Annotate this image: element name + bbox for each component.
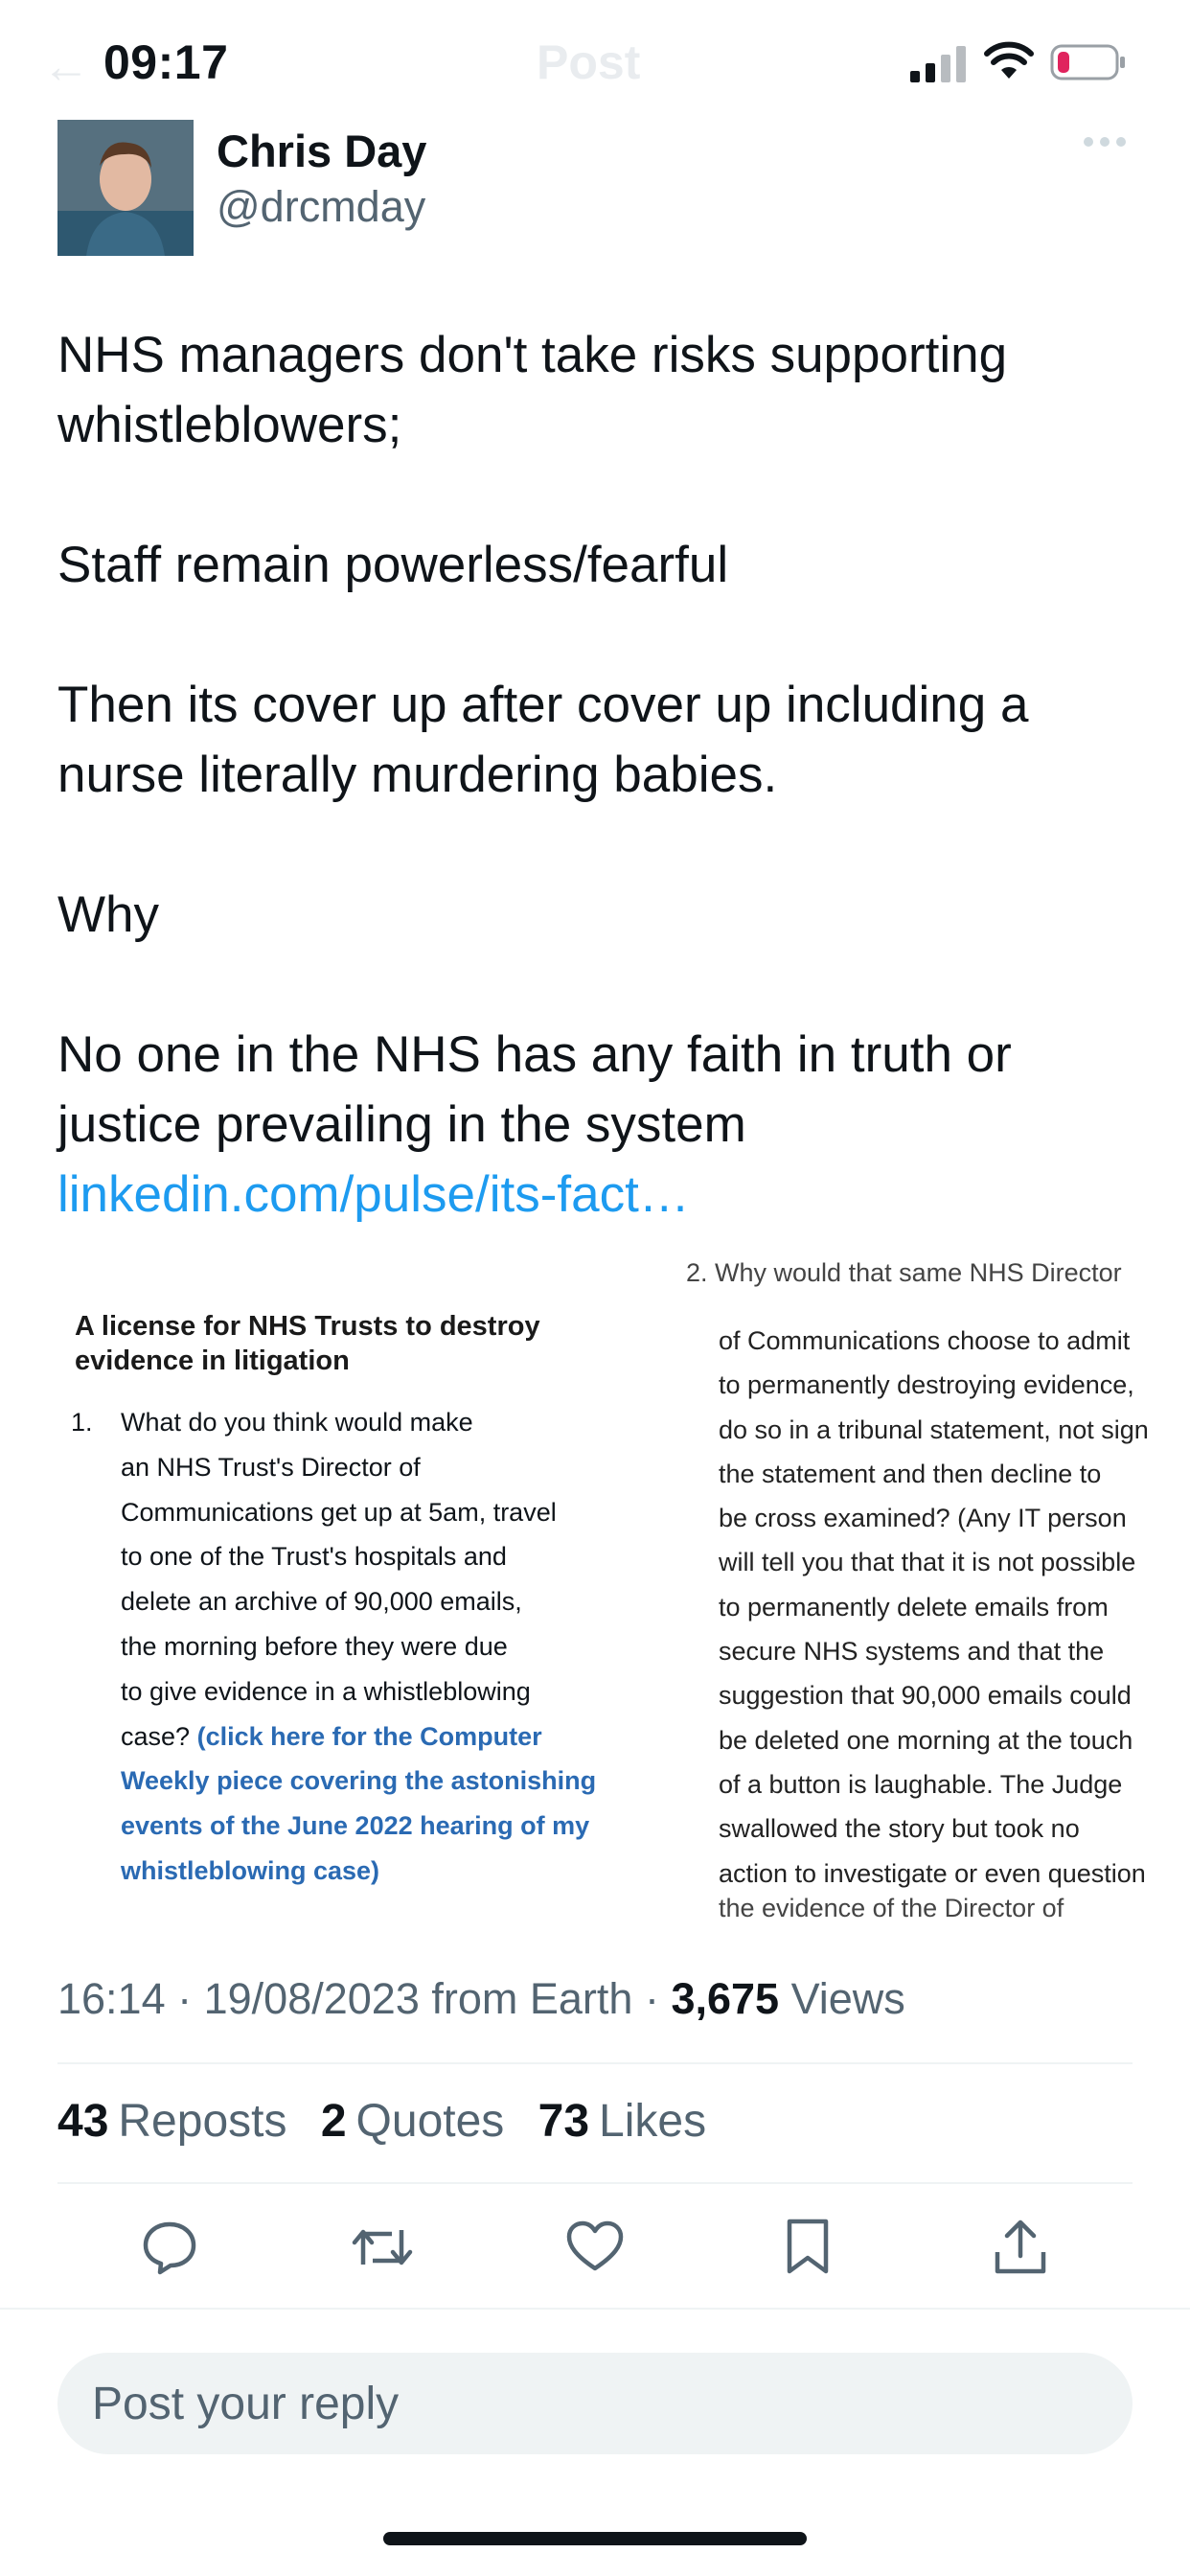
share-button[interactable] [977, 2204, 1064, 2290]
divider [57, 2182, 1133, 2184]
image-text-line: action to investigate or even question [719, 1858, 1146, 1888]
battery-icon [1050, 44, 1127, 82]
header-title: Post [537, 35, 641, 89]
status-bar [0, 0, 1190, 126]
views-label: Views [790, 1974, 905, 2023]
image-left-column [75, 1309, 630, 1405]
image-link-line: (click here for the Computer [196, 1721, 542, 1751]
image-text-line: Communications get up at 5am, travel [121, 1497, 557, 1527]
reply-button[interactable] [126, 2204, 213, 2290]
image-cut-line: 2. Why would that same NHS Director [686, 1258, 1122, 1287]
engagement-stats [57, 2095, 727, 2148]
image-text-line: suggestion that 90,000 emails could [719, 1681, 1132, 1711]
divider [0, 2308, 1190, 2310]
image-heading-line: evidence in litigation [75, 1346, 350, 1376]
tweet-paragraph: Then its cover up after cover up including a nurse literally murdering babies. [57, 677, 1029, 803]
repost-icon [352, 2219, 413, 2276]
tweet-paragraph: NHS managers don't take risks supporting whistleblowers; [57, 327, 1008, 453]
cellular-signal-icon [910, 44, 970, 82]
share-icon [993, 2218, 1048, 2277]
post-meta: 16:14 · 19/08/2023 from Earth · 3,675 Views [57, 1974, 905, 2023]
image-text-line: delete an archive of 90,000 emails, [121, 1587, 522, 1617]
wifi-icon [985, 42, 1033, 80]
post-source: from Earth [431, 1974, 633, 2023]
like-button[interactable] [552, 2204, 638, 2290]
repost-button[interactable] [339, 2204, 425, 2290]
image-text-line: secure NHS systems and that the [719, 1637, 1105, 1667]
image-link-line: whistleblowing case) [121, 1855, 380, 1885]
image-text-line: of a button is laughable. The Judge [719, 1769, 1123, 1799]
image-text-line: of Communications choose to admit [719, 1326, 1131, 1355]
quotes-stat[interactable] [321, 2096, 504, 2147]
image-cut-line: the evidence of the Director of [719, 1894, 1064, 1922]
image-text-line: an NHS Trust's Director of [121, 1452, 421, 1482]
tweet-link[interactable]: linkedin.com/pulse/its-fact… [57, 1166, 690, 1223]
views-count: 3,675 [671, 1974, 780, 2023]
image-link-line: events of the June 2022 hearing of my [121, 1811, 590, 1841]
image-text-line: will tell you that that it is not possible [719, 1548, 1136, 1577]
reposts-stat[interactable] [57, 2096, 286, 2147]
image-item-number: 1. [71, 1408, 93, 1437]
author-handle[interactable]: @drcmday [217, 182, 426, 231]
image-text-line: the statement and then decline to [719, 1459, 1102, 1488]
image-text-line: What do you think would make [121, 1408, 473, 1437]
image-link-line: Weekly piece covering the astonishing [121, 1766, 597, 1796]
divider [57, 2062, 1133, 2064]
avatar[interactable] [57, 120, 194, 256]
quotes-count: 2 [320, 2096, 347, 2147]
image-text-line: swallowed the story but took no [719, 1814, 1080, 1844]
image-item2-text [719, 1319, 1149, 1896]
reply-icon [141, 2219, 198, 2276]
image-text-line: be deleted one morning at the touch [719, 1725, 1133, 1755]
tweet-paragraph: No one in the NHS has any faith in truth or justice prevailing in the system [57, 1026, 1012, 1153]
image-text-line: do so in a tribunal statement, not sign [719, 1414, 1149, 1444]
author-name[interactable]: Chris Day [217, 126, 427, 176]
likes-count: 73 [538, 2096, 590, 2147]
tweet-image[interactable] [56, 1258, 1149, 1922]
bookmark-icon [784, 2218, 832, 2277]
image-text-line: the morning before they were due [121, 1631, 508, 1661]
image-text-line: to give evidence in a whistleblowing [121, 1676, 531, 1706]
tweet-text [57, 320, 1140, 1230]
back-arrow-icon[interactable]: ← [42, 39, 90, 93]
status-time: 09:17 [103, 35, 229, 89]
likes-label: Likes [599, 2096, 707, 2147]
quotes-label: Quotes [355, 2096, 505, 2147]
home-indicator[interactable] [383, 2532, 807, 2545]
image-heading [75, 1309, 630, 1378]
likes-stat[interactable] [538, 2096, 706, 2147]
reposts-label: Reposts [118, 2096, 287, 2147]
post-time[interactable]: 16:14 [57, 1974, 166, 2023]
reply-placeholder: Post your reply [92, 2379, 400, 2429]
image-text-line: to permanently delete emails from [719, 1592, 1109, 1622]
action-bar [57, 2204, 1133, 2290]
reply-input[interactable] [57, 2353, 1133, 2454]
like-icon [565, 2219, 625, 2276]
reposts-count: 43 [57, 2096, 109, 2147]
image-text-line: to permanently destroying evidence, [719, 1370, 1134, 1400]
more-options-icon[interactable] [1083, 134, 1127, 150]
tweet-paragraph: Staff remain powerless/fearful [57, 537, 729, 593]
image-text-line: be cross examined? (Any IT person [719, 1504, 1127, 1533]
image-item1-text [121, 1400, 657, 1894]
tweet-paragraph: Why [57, 886, 159, 943]
image-heading-line: A license for NHS Trusts to destroy [75, 1311, 540, 1342]
image-text-line: case? [121, 1721, 191, 1751]
avatar-photo [57, 120, 194, 256]
image-text-line: to one of the Trust's hospitals and [121, 1542, 507, 1572]
post-date[interactable]: 19/08/2023 [203, 1974, 420, 2023]
bookmark-button[interactable] [765, 2204, 851, 2290]
